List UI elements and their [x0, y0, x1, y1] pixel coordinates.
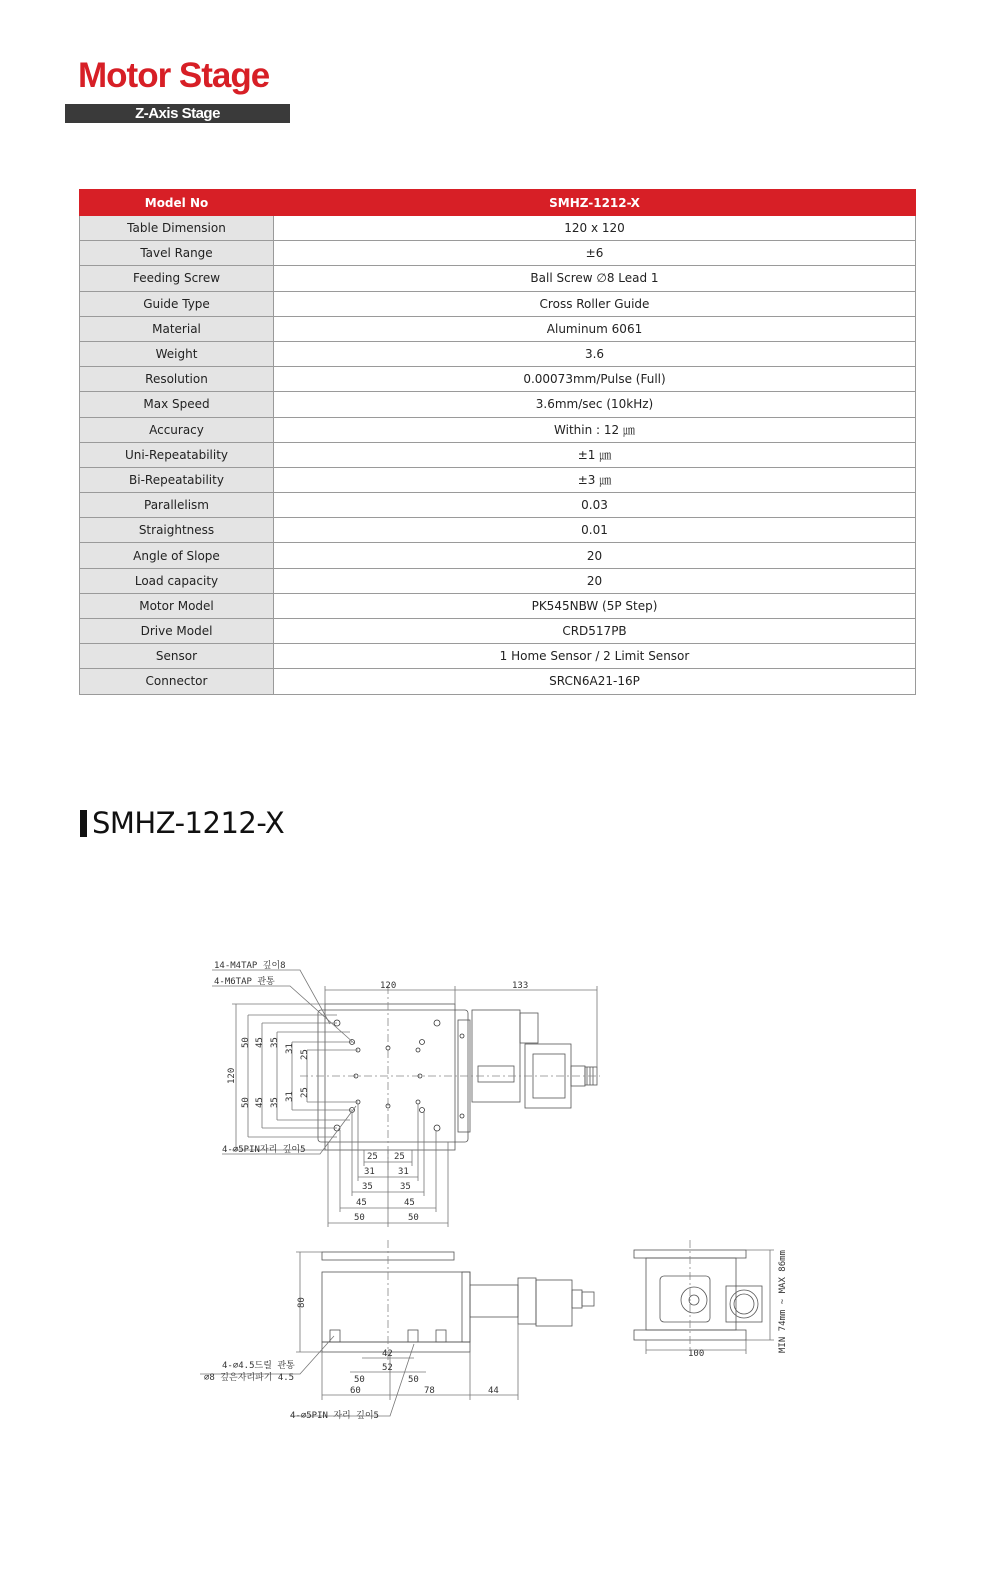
dim-b25b: 25	[394, 1152, 405, 1162]
spec-row	[80, 341, 916, 366]
dim-h45b: 45	[255, 1097, 265, 1108]
dim-f50b: 50	[408, 1375, 419, 1385]
spec-row	[80, 392, 916, 417]
spec-row-label: Straightness	[80, 518, 274, 543]
front-view-motor	[470, 1285, 518, 1317]
side-view-connector	[726, 1286, 762, 1322]
dim-b50b: 50	[408, 1213, 419, 1223]
spec-row	[80, 644, 916, 669]
callout-pin-top: 4-∅5PIN자리 깊이5	[222, 1145, 306, 1155]
spec-row-value: 0.01	[274, 518, 916, 543]
spec-row-value: 0.03	[274, 493, 916, 518]
spec-row-label: Tavel Range	[80, 241, 274, 266]
dim-s100: 100	[688, 1349, 705, 1359]
dim-b35a: 35	[362, 1182, 373, 1192]
spec-row	[80, 518, 916, 543]
dim-h35a: 35	[270, 1037, 280, 1048]
spec-row-label: Max Speed	[80, 392, 274, 417]
dim-h35b: 35	[270, 1097, 280, 1108]
dim-f60: 60	[350, 1386, 361, 1396]
dim-b31a: 31	[364, 1167, 375, 1177]
spec-header-value: SMHZ-1212-X	[274, 190, 916, 216]
dim-h50a: 50	[241, 1037, 251, 1048]
spec-row-label: Connector	[80, 669, 274, 694]
dim-h31a: 31	[285, 1043, 295, 1054]
spec-row-value: Cross Roller Guide	[274, 291, 916, 316]
spec-row-value: 3.6mm/sec (10kHz)	[274, 392, 916, 417]
dim-h25a: 25	[300, 1049, 310, 1060]
spec-row	[80, 467, 916, 492]
spec-row-value: CRD517PB	[274, 619, 916, 644]
dim-f52: 52	[382, 1363, 393, 1373]
spec-row-label: Sensor	[80, 644, 274, 669]
spec-row	[80, 493, 916, 518]
dim-b25a: 25	[367, 1152, 378, 1162]
spec-row-label: Table Dimension	[80, 216, 274, 241]
spec-row-value: Ball Screw ∅8 Lead 1	[274, 266, 916, 291]
dim-height-range: MIN 74mm ~ MAX 86mm	[778, 1250, 788, 1353]
dim-b31b: 31	[398, 1167, 409, 1177]
callout-drill: 4-∅4.5드릴 관통	[222, 1361, 295, 1371]
spec-row	[80, 367, 916, 392]
spec-row-label: Drive Model	[80, 619, 274, 644]
spec-table-header-row	[80, 190, 916, 216]
front-view-base	[322, 1342, 470, 1352]
page-title: Motor Stage	[78, 56, 270, 95]
spec-row-label: Bi-Repeatability	[80, 467, 274, 492]
spec-row-label: Weight	[80, 341, 274, 366]
side-view-motor-circle	[681, 1287, 707, 1313]
side-view-body	[646, 1258, 736, 1330]
spec-row-value: SRCN6A21-16P	[274, 669, 916, 694]
spec-row	[80, 568, 916, 593]
spec-row-value: Within : 12 ㎛	[274, 417, 916, 442]
callout-m6tap: 4-M6TAP 관통	[214, 977, 275, 987]
spec-row-value: ±1 ㎛	[274, 442, 916, 467]
spec-row	[80, 316, 916, 341]
spec-row-value: ±6	[274, 241, 916, 266]
callout-pin-front: 4-∅5PIN 자리 깊이5	[290, 1411, 379, 1421]
spec-row-value: Aluminum 6061	[274, 316, 916, 341]
dim-b50a: 50	[354, 1213, 365, 1223]
dim-h31b: 31	[285, 1091, 295, 1102]
callout-counterbore: ∅8 깊은자리파기 4.5	[204, 1373, 295, 1383]
spec-row	[80, 619, 916, 644]
spec-row-label: Uni-Repeatability	[80, 442, 274, 467]
top-view-motor	[472, 1010, 520, 1102]
spec-row-label: Resolution	[80, 367, 274, 392]
spec-row	[80, 241, 916, 266]
spec-row-value: 120 x 120	[274, 216, 916, 241]
dim-h120: 120	[227, 1067, 237, 1084]
spec-row-label: Feeding Screw	[80, 266, 274, 291]
dim-h45a: 45	[255, 1037, 265, 1048]
spec-row	[80, 216, 916, 241]
front-view-drive	[536, 1280, 572, 1326]
spec-row-value: PK545NBW (5P Step)	[274, 593, 916, 618]
spec-row-value: 20	[274, 543, 916, 568]
spec-row-value: 3.6	[274, 341, 916, 366]
dim-f80: 80	[297, 1297, 307, 1308]
spec-header-label: Model No	[80, 190, 274, 216]
dim-b45b: 45	[404, 1198, 415, 1208]
section-title-bar	[80, 810, 87, 837]
top-view-motor-shaft	[478, 1066, 514, 1082]
dim-b45a: 45	[356, 1198, 367, 1208]
side-view-flange	[660, 1276, 710, 1322]
spec-row-label: Angle of Slope	[80, 543, 274, 568]
dim-b35b: 35	[400, 1182, 411, 1192]
dim-f78: 78	[424, 1386, 435, 1396]
dim-f44: 44	[488, 1386, 499, 1396]
spec-row-label: Motor Model	[80, 593, 274, 618]
dim-h50b: 50	[241, 1097, 251, 1108]
section-title-text: SMHZ-1212-X	[92, 806, 285, 840]
dim-f50a: 50	[354, 1375, 365, 1385]
spec-row-label: Accuracy	[80, 417, 274, 442]
dim-w120: 120	[380, 981, 397, 991]
spec-row-value: 20	[274, 568, 916, 593]
dim-h25b: 25	[300, 1087, 310, 1098]
dim-w133: 133	[512, 981, 529, 991]
spec-table	[79, 189, 916, 695]
spec-row	[80, 669, 916, 694]
top-view-motor-cap	[520, 1013, 538, 1043]
spec-row-value: ±3 ㎛	[274, 467, 916, 492]
page-subtitle-bar: Z-Axis Stage	[65, 104, 290, 123]
spec-row	[80, 593, 916, 618]
spec-row-value: 0.00073mm/Pulse (Full)	[274, 367, 916, 392]
spec-row-label: Parallelism	[80, 493, 274, 518]
spec-row-label: Load capacity	[80, 568, 274, 593]
spec-row-label: Material	[80, 316, 274, 341]
dim-f42: 42	[382, 1349, 393, 1359]
spec-row	[80, 291, 916, 316]
spec-row	[80, 417, 916, 442]
spec-row	[80, 442, 916, 467]
spec-row	[80, 266, 916, 291]
front-view-body	[322, 1272, 470, 1342]
spec-row-label: Guide Type	[80, 291, 274, 316]
callout-m4tap: 14-M4TAP 깊이8	[214, 961, 286, 971]
section-title	[80, 806, 284, 840]
spec-row-value: 1 Home Sensor / 2 Limit Sensor	[274, 644, 916, 669]
spec-row	[80, 543, 916, 568]
technical-drawing	[0, 940, 1000, 1440]
